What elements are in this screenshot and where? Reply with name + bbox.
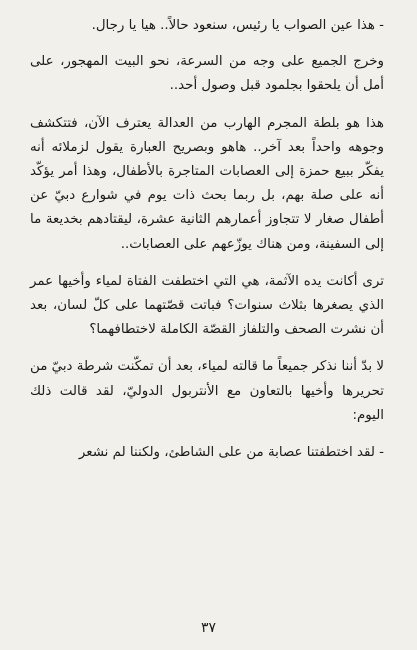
paragraph-criminal-confession: هذا هو بلطة المجرم الهارب من العدالة يعترف الآن، فتتكشف وجوهه واحداً بعد آخر.. هاهو وبصريح العبارة يقول لزملائه أنه يفكّر ببيع حمزة إلى العصابات المتاجرة بالأطفال، وهذا أمر يؤكّد أنه على صلة بهم، بل ربما بحث ذات يوم في شوارع دبيّ عن أطفال صغار لا تتجاوز أعمارهم الثانية عشرة، ليقتادهم بخديعة ما إلى السفينة، ومن هناك يوزّعهم على العصابات.. xyxy=(30,115,384,252)
paragraph-gap xyxy=(30,428,384,441)
paragraph-kidnapping-question: ترى أكانت يده الآثمة، هي التي اختطفت الفتاة لمياء وأخيها عمر الذي يصغرها بثلاث سنوات؟ فباتت قصّتهما على كلّ لسان، بعد أن نشرت الصحف والتلفاز القصّة الكاملة لاختطافهما؟ xyxy=(30,273,384,338)
paragraph-gap xyxy=(30,38,384,50)
paragraph-lamia-quote: - لقد اختطفتنا عصابة من على الشاطئ، ولكننا لم نشعر xyxy=(78,445,384,461)
paragraph-departure: وخرج الجميع على وجه من السرعة، نحو البيت المهجور، على أمل أن يلحقوا بجلمود قبل وصول أحد.. xyxy=(30,54,384,94)
paragraph-gap xyxy=(30,257,384,270)
paragraph-gap xyxy=(30,99,384,112)
paragraph-gap xyxy=(30,342,384,355)
paragraph-dialogue-reply: - هذا عين الصواب يا رئيس، سنعود حالاً.. هيا يا رجال. xyxy=(91,18,384,33)
paragraph-lamia-statement: لا بدّ أننا نذكر جميعاً ما قالته لمياء، بعد أن تمكّنت شرطة دبيّ من تحريرها وأخيها بالتعاون مع الأنتربول الدوليّ، لقد قالت ذلك اليوم: xyxy=(30,359,384,423)
page-number: ٣٧ xyxy=(200,620,217,636)
